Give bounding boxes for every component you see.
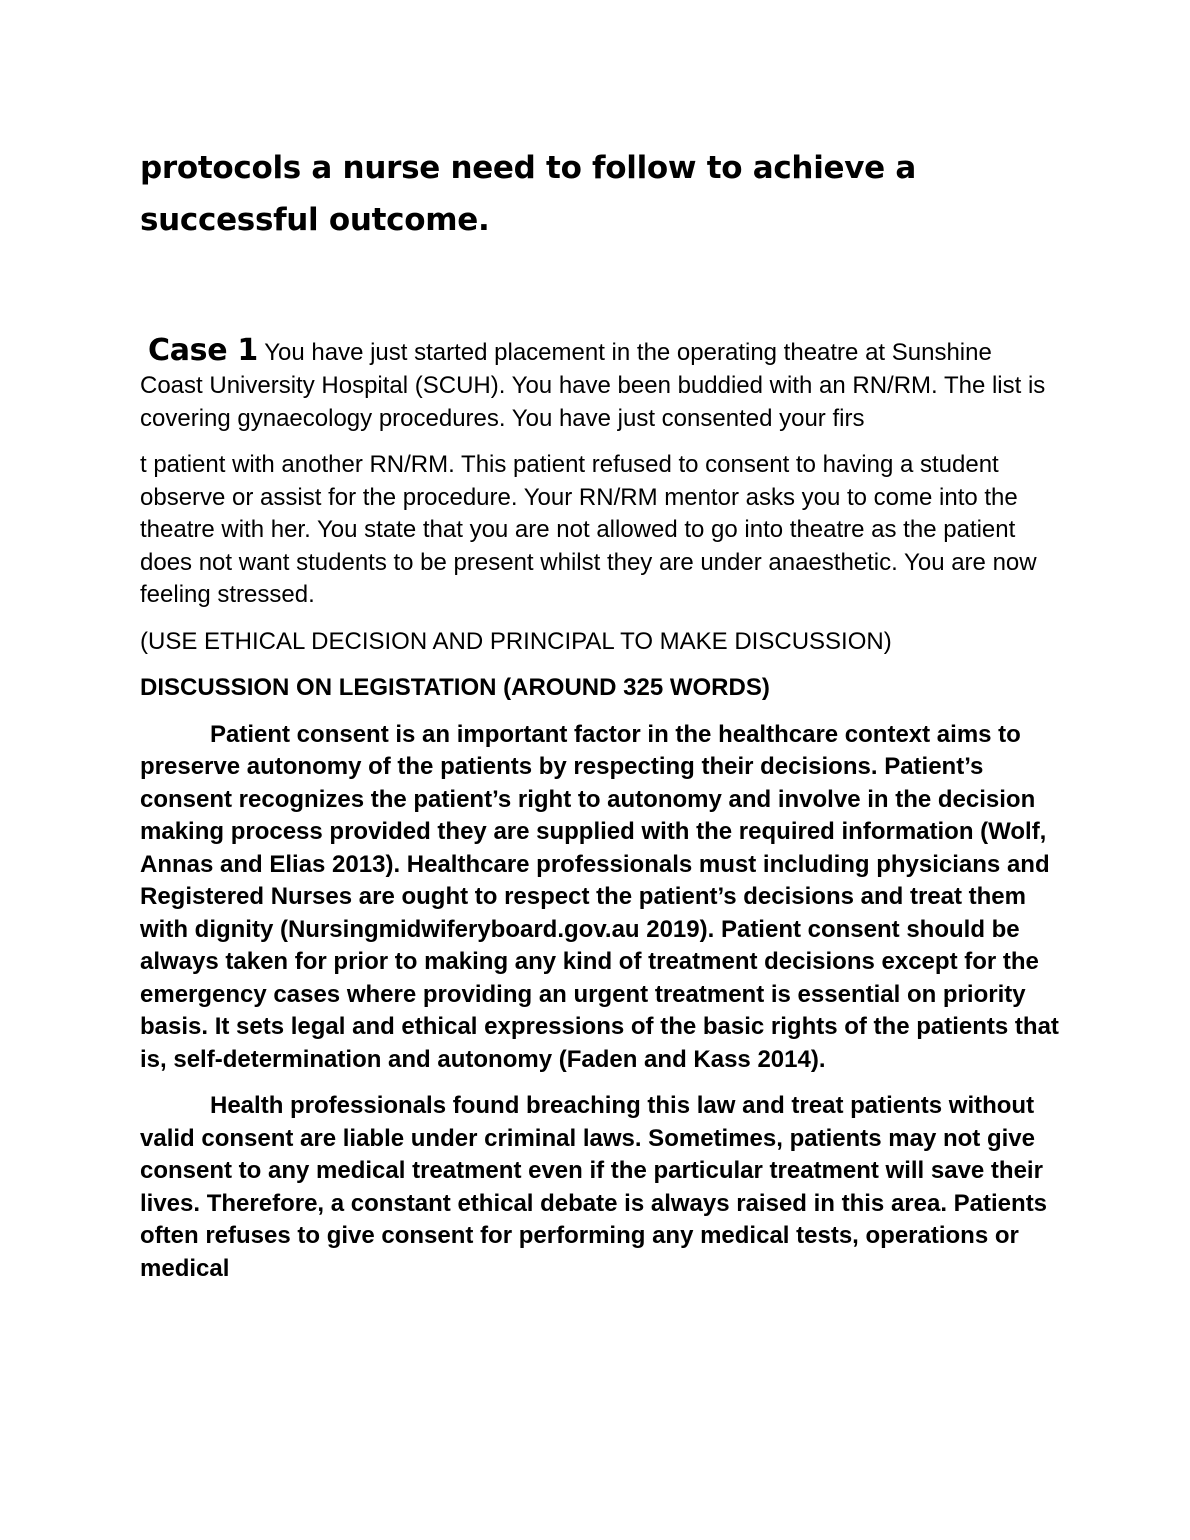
document-heading: protocols a nurse need to follow to achieve a successful outcome. [140, 150, 916, 238]
case-paragraph [140, 334, 1060, 435]
case-continuation: t patient with another RN/RM. This patient refused to consent to having a student observe or assist for the procedure. Your RN/RM mentor asks you to come into the theatre with her. You state that you are not allowed to go into theatre as the patient does not want students to be present whilst they are under anaesthetic. You are now feeling stressed. [140, 451, 1037, 608]
case-label: Case 1 [148, 333, 258, 368]
document-page [140, 142, 1060, 1285]
body-paragraph-1: Patient consent is an important factor in the healthcare context aims to preserve autonomy of the patients by respecting their decisions. Patient’s consent recognizes the patient’s right to autonomy and involve in the decision making process provided they are supplied with the required information (Wolf, Annas and Elias 2013). Healthcare professionals must including physicians and Registered Nurses are ought to respect the patient’s decisions and treat them with dignity (Nursingmidwiferyboard.gov.au 2019). Patient consent should be always taken for prior to making any kind of treatment decisions except for the emergency cases where providing an urgent treatment is essential on priority basis. It sets legal and ethical expressions of the basic rights of the patients that is, self-determination and autonomy (Faden and Kass 2014). [140, 720, 1059, 1073]
section-title: DISCUSSION ON LEGISTATION (AROUND 325 WORDS) [140, 674, 770, 701]
case-text-part1: You have just started placement in the operating theatre at Sunshine Coast University Hospital (SCUH). You have been buddied with an RN/RM. The list is covering gynaecology procedures. You have just consented your firs [140, 339, 1046, 432]
body-paragraph-2: Health professionals found breaching this law and treat patients without valid consent are liable under criminal laws. Sometimes, patients may not give consent to any medical treatment even if the particular treatment will save their lives. Therefore, a constant ethical debate is always raised in this area. Patients often refuses to give consent for performing any medical tests, operations or medical [140, 1092, 1048, 1282]
instruction-text: (USE ETHICAL DECISION AND PRINCIPAL TO MAKE DISCUSSION) [140, 627, 892, 655]
